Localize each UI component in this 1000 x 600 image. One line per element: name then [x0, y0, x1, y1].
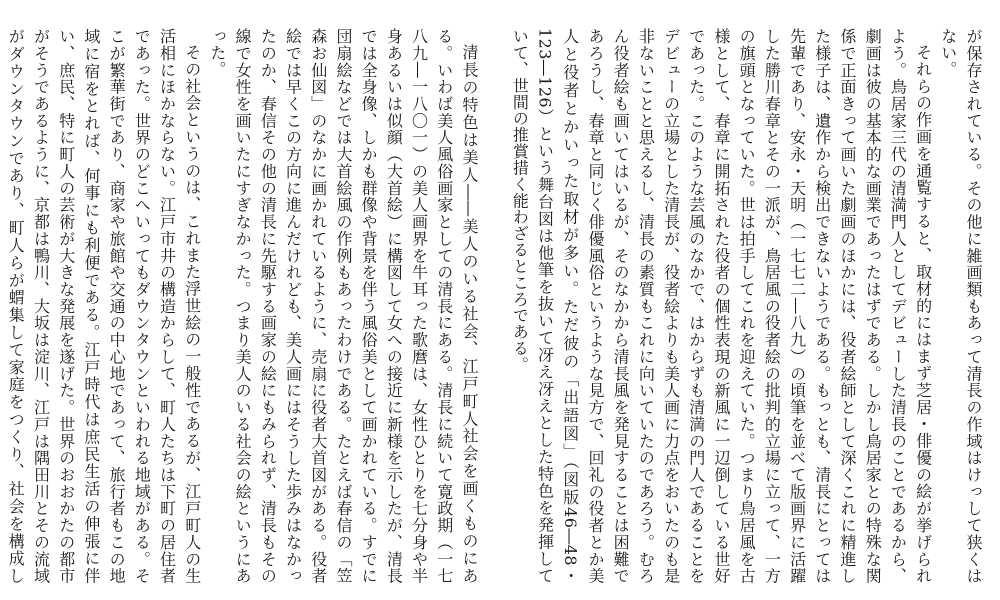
vertical-text-block: [6, 28, 986, 584]
paragraph-2: それらの作画を通覧すると、取材的にはまず芝居・俳優の絵が挙げられよう。鳥居家三代の清満門人としてデビューした清長のことであるから、劇画は彼の基本的な画業であったはずである。しかし鳥居家との特殊な関係で正面きって画いた劇画のほかには、役者絵師として深くこれに精進した様子は、遺作から検出できないようである。もっとも、清長にとっては先輩であり、安永・天明（一七七二―八九）の頃筆を並べて版画界に活躍した勝川春章とその一派が、鳥居風の役者絵の批判的立場に立って、一方の旗頭となっていた。世は拍手してこれを迎えていた。つまり鳥居風を古様として、春章に開拓された役者の個性表現の新風に一辺倒している世好であった。このような芸風のなかで、はからずも清満の門人であることをデビューの立場とした清長が、役者絵よりも美人画に力点をおいたのも是非ないことと思えるし、清長の素質もこれに向いていたのであろう。むろん役者絵も画いてはいるが、そのなかから清長風を発見することは困難であろうし、春章と同じく俳優風俗というような見方で、回礼の役者とか美人と役者とかいった取材が多い。ただ彼の「出語図」（図版46―48・123―126）という舞台図は他筆を抜いて冴え冴えとした特色を発揮していて、世間の推賞措く能わざるところである。: [510, 28, 933, 584]
paragraph-1: が保存されている。その他に雑画類もあって清長の作域はけっして狭くはない。: [938, 28, 983, 584]
paragraph-gap: [482, 28, 507, 584]
paragraph-4: その社会というのは、これまた浮世絵の一般性であるが、江戸町人の生活相にほかならない。江戸市井の構造からして、町人たちは下町の居住者であった。世界のどこへいってもダウンタウンといわれる地域がある。そこが繁華街であり、商家や旅館や交通の中心地であって、旅行者もこの地域に宿をとれば、何事にも利便である。江戸時代は庶民生活の伸張に伴い、庶民、特に町人の芸術が大きな発展を遂げた。世界のおおかたの都市がそうであるように、京都は鴨川、大坂は淀川、江戸は隅田川とその流域がダウンタウンであり、町人らが蝟集して家庭をつくり、社会を構成し: [6, 28, 202, 584]
paragraph-3: 清長の特色は美人――美人のいる社会、江戸町人社会を画くものにある。いわば美人風俗画家としての清長にある。清長に続いて寛政期（一七八九―一八〇一）の美人画界を牛耳った歌麿は、女性ひとりを七分身や半身あるいは似顔（大首絵）に構図して女への接近に新様を示したが、清長では全身像、しかも群像や背景を伴う風俗美として画かれている。すでに団扇絵などでは大首絵風の作例もあったわけである。たとえば春信の「笠森お仙図」のなかに画かれているように、売扇に役者大首図がある。役者絵では早くこの方向に進んだけれども、美人画にはそうした歩みはなかったのか、春信その他の清長に先駆する画家の絵にもみられず、清長もその線で女性を画いたにすぎなかった。つまり美人のいる社会の絵というにあった。: [207, 28, 479, 584]
